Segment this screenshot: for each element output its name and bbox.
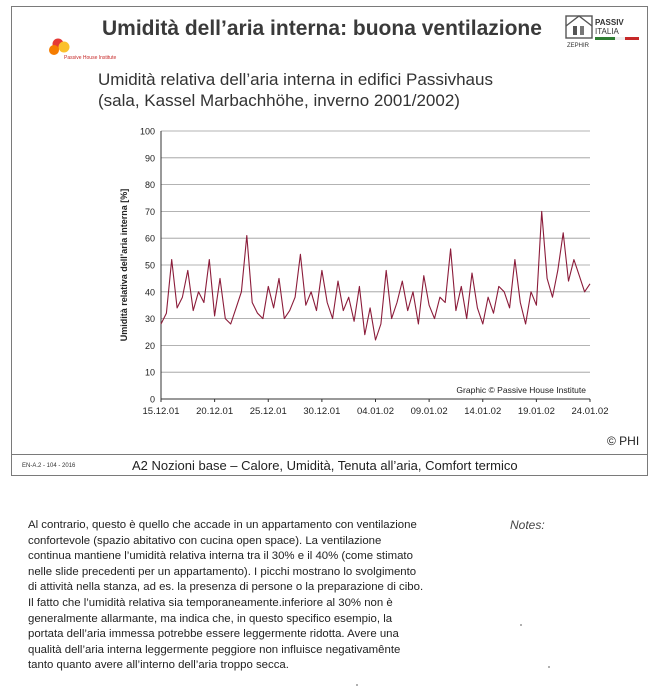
x-tick-label: 14.01.02 xyxy=(464,406,502,417)
x-tick-label: 30.12.01 xyxy=(303,406,341,417)
scan-speck xyxy=(520,624,522,626)
y-tick-label: 80 xyxy=(144,180,155,191)
x-tick-label: 20.12.01 xyxy=(196,406,234,417)
x-tick-label: 15.12.01 xyxy=(142,406,180,417)
y-tick-label: 10 xyxy=(144,367,155,378)
chart-annotation: Graphic © Passive House Institute xyxy=(456,385,586,395)
notes-line: Il fatto che l’umidità relativa sia temporaneamente.inferiore al 30% non è xyxy=(28,596,393,609)
footer-code: EN-A.2 - 104 - 2016 xyxy=(22,463,76,469)
y-tick-label: 100 xyxy=(139,126,155,137)
y-tick-label: 50 xyxy=(144,260,155,271)
y-tick-label: 30 xyxy=(144,314,155,325)
y-tick-label: 60 xyxy=(144,233,155,244)
y-tick-label: 90 xyxy=(144,153,155,164)
y-tick-label: 0 xyxy=(149,394,155,405)
y-tick-label: 70 xyxy=(144,206,155,217)
x-tick-label: 19.01.02 xyxy=(517,406,555,417)
notes-line: tanto quanto avere all’interno dell’aria troppo secca. xyxy=(28,659,289,672)
logo-zephir-text: ZEPHIR xyxy=(567,43,590,49)
y-tick-label: 40 xyxy=(144,287,155,298)
notes-label: Notes: xyxy=(510,518,545,532)
x-tick-label: 09.01.02 xyxy=(410,406,448,417)
y-tick-label: 20 xyxy=(144,340,155,351)
chart-title-line2: (sala, Kassel Marbachhöhe, inverno 2001/2002) xyxy=(98,91,460,110)
notes-line: portata dell’aria immessa potrebbe essere leggermente ridotta. Avere una xyxy=(28,628,399,641)
slide-frame xyxy=(11,6,648,476)
footer-title: A2 Nozioni base – Calore, Umidità, Tenuta all’aria, Comfort termico xyxy=(132,458,518,473)
notes-line: generalmente allarmante, ma indica che, in questo specifico esempio, la xyxy=(28,612,393,625)
humidity-line-chart xyxy=(12,7,649,477)
x-tick-label: 04.01.02 xyxy=(357,406,394,417)
scan-speck xyxy=(548,666,550,668)
footer-divider xyxy=(12,454,647,455)
notes-line: Al contrario, questo è quello che accade in un appartamento con ventilazione xyxy=(28,519,417,531)
notes-line: continua mantiene l’umidità relativa interna tra il 30% e il 40% (come stimato xyxy=(28,550,413,563)
notes-line: nelle slide precedenti per un appartamento). I picchi mostrano lo svolgimento xyxy=(28,565,417,578)
x-tick-label: 24.01.02 xyxy=(571,406,609,417)
x-tick-label: 25.12.01 xyxy=(249,406,287,417)
notes-line: qualità dell’aria interna leggermente peggiore non influisce negativamênte xyxy=(28,643,401,656)
notes-line: di attività nella stanza, ad es. la presenza di persone o la preparazione di cibo. xyxy=(28,581,424,594)
logo-text: Passive House Institute xyxy=(64,55,117,61)
y-axis-label: Umidità relativa dell’aria interna [%] xyxy=(119,188,129,342)
slide-title: Umidità dell’aria interna: buona ventilazione xyxy=(102,17,542,40)
scan-speck xyxy=(356,684,358,686)
logo-passiv-text: PASSIV xyxy=(595,18,624,27)
copyright-label: © PHI xyxy=(607,434,640,448)
notes-line: confortevole (spazio abitativo con cucina open space). La ventilazione xyxy=(28,534,382,547)
logo-italia-text: ITALIA xyxy=(595,27,619,36)
chart-title-line1: Umidità relativa dell’aria interna in edifici Passivhaus xyxy=(98,70,493,89)
notes-body xyxy=(28,518,468,674)
humidity-series-line xyxy=(161,211,590,340)
